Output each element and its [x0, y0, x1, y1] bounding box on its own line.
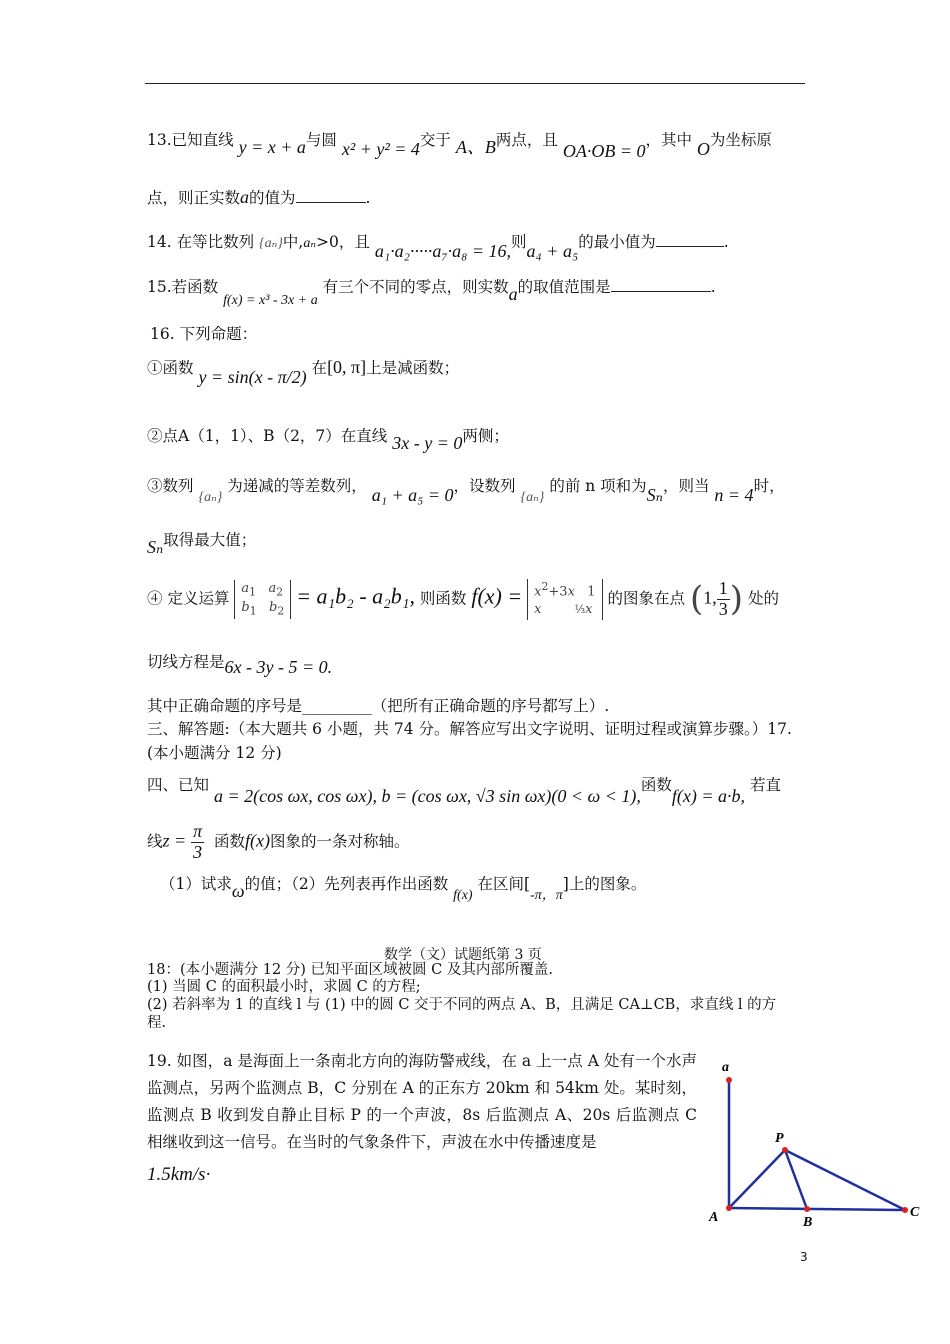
q13-answer-blank — [296, 187, 366, 204]
q18-line1: 18：(本小题满分 12 分) 已知平面区域被圆 C 及其内部所覆盖. — [147, 962, 553, 978]
q16-prop3: ③数列 {aₙ} 为递减的等差数列， a₁ + a₅ = 0，设数列 {aₙ} 的前 n 项和为Sₙ，则当 n = 4时， — [147, 477, 785, 505]
q13-line2: 点，则正实数a的值为 . — [147, 187, 371, 207]
point-C — [902, 1207, 908, 1213]
function-determinant: $x^2+3x$ 1 x ⅓x — [527, 579, 602, 620]
page-number: 3 — [800, 1250, 808, 1264]
label-B: B — [803, 1215, 813, 1230]
q19-speed: 1.5km/s· — [147, 1164, 211, 1185]
point-A — [726, 1205, 732, 1211]
point-P — [782, 1147, 788, 1153]
q16-title: 16. 下列命题： — [150, 325, 258, 343]
q14-line: 14. 在等比数列 {aₙ}中,aₙ>0，且 a₁·a₂·····a₇·a₈ = 16,则a₄ + a₅的最小值为 . — [147, 230, 729, 253]
q18-line4: 程. — [147, 1015, 167, 1031]
label-C: C — [910, 1205, 920, 1220]
segment-AC — [729, 1208, 905, 1210]
section3-q17-points: (本小题满分 12 分) — [147, 744, 282, 762]
header-rule — [145, 83, 805, 84]
q13-line1: 13.已知直线 y = x + a与圆 x² + y² = 4交于 A、B两点，且 OA·OB = 0，其中 O为坐标原 — [147, 131, 772, 161]
q17-line1: 四、已知 a = 2(cos ωx, cos ωx), b = (cos ωx, √3 sin ωx)(0 < ω < 1),函数f(x) = a·b, 若直 — [147, 776, 781, 806]
label-P: P — [775, 1131, 784, 1146]
q19-text: 19. 如图，a 是海面上一条南北方向的海防警戒线，在 a 上一点 A 处有一个水声监测点，另两个监测点 B，C 分别在 A 的正东方 20km 和 54km 处。某时刻，监测点 B 收到发自静止目标 P 的一个声波，8s 后监测点 A、20s 后监测点 C 相继收到这一信号。在当时的气象条件下，声波在水中传播速度是 — [147, 1052, 697, 1151]
q16-prop3-cont: Sₙ取得最大值； — [147, 531, 257, 557]
pi-over-3: $\frac{\pi}{3}$ — [193, 821, 203, 862]
q14-answer-blank — [656, 231, 724, 248]
label-a: a — [722, 1060, 729, 1075]
q19-figure — [705, 1058, 925, 1233]
fx-symbol: f(x) = — [471, 583, 523, 609]
point-B — [804, 1206, 810, 1212]
q18-line2: (1) 当圆 C 的面积最小时，求圆 C 的方程; — [147, 979, 421, 995]
q16-prop2: ②点A（1，1）、B（2，7）在直线 3x - y = 0两侧； — [147, 427, 509, 453]
label-A: A — [709, 1210, 719, 1225]
point-fraction: $\frac{1}{3}$ — [718, 577, 728, 619]
q15-line: 15.若函数 f(x) = x³ - 3x + a 有三个不同的零点，则实数a的取值范围是 . — [147, 275, 716, 298]
q16-conclusion: 其中正确命题的序号是_________（把所有正确命题的序号都写上）. — [147, 697, 610, 715]
q16-prop4: ④ 定义运算 $a_1$ $a_2$ $b_1$ $b_2 = a_1b_2 - a_2b_1$, 则函数 $f(x) = x^2+3x$ 1 x ⅓x 的图象在点 (1, $\frac{1}{3}$ ) 处的 — [147, 577, 779, 619]
page-footer-title: 数学（文）试题纸第 3 页 — [384, 947, 542, 963]
q16-prop1: ①函数 y = sin(x - π/2) 在[0, π]上是减函数； — [147, 357, 460, 387]
q17-line3: （1）试求ω的值；（2）先列表再作出函数 f(x) 在区间[-π，π]上的图象。 — [160, 875, 647, 903]
determinant-symbol: $a_1$ $a_2$ $b_1$ $b_2$ — [234, 580, 291, 620]
point-a — [726, 1077, 732, 1083]
segment-AP — [729, 1150, 785, 1208]
q18-line3: (2) 若斜率为 1 的直线 l 与 (1) 中的圆 C 交于不同的两点 A、B，且满足 CA⊥CB，求直线 l 的方 — [147, 997, 777, 1013]
q16-prop4-cont: 切线方程是6x - 3y - 5 = 0. — [147, 653, 333, 677]
q17-line2: 线z = $\frac{\pi}{3}$ 函数f(x)图象的一条对称轴。 — [147, 821, 410, 862]
q15-answer-blank — [611, 276, 711, 293]
section3-heading: 三、解答题:（本大题共 6 小题，共 74 分。解答应写出文字说明、证明过程或演算步骤。）17. — [147, 720, 792, 738]
